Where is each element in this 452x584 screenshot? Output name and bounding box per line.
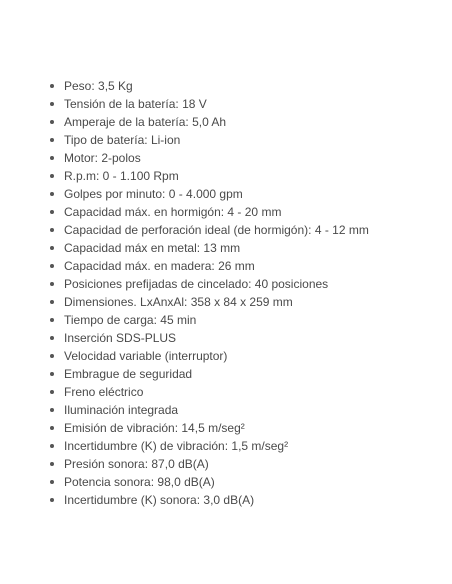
spec-item-rpm — [50, 167, 369, 185]
spec-item-integrated-light — [50, 401, 369, 419]
spec-item-battery-voltage — [50, 95, 369, 113]
spec-list — [50, 77, 369, 509]
spec-item-electric-brake — [50, 383, 369, 401]
spec-item-chisel-positions — [50, 275, 369, 293]
spec-text: Tensión de la batería: 18 V — [64, 97, 207, 111]
bullet-icon — [50, 210, 54, 214]
spec-text: Capacidad máx. en madera: 26 mm — [64, 259, 255, 273]
spec-item-metal-capacity — [50, 239, 369, 257]
bullet-icon — [50, 498, 54, 502]
spec-text: Motor: 2-polos — [64, 151, 141, 165]
spec-item-sound-pressure — [50, 455, 369, 473]
spec-item-variable-speed — [50, 347, 369, 365]
spec-item-ideal-drilling-capacity — [50, 221, 369, 239]
spec-text: Incertidumbre (K) sonora: 3,0 dB(A) — [64, 493, 255, 507]
bullet-icon — [50, 192, 54, 196]
spec-item-charge-time — [50, 311, 369, 329]
bullet-icon — [50, 390, 54, 394]
bullet-icon — [50, 480, 54, 484]
spec-text: Iluminación integrada — [64, 403, 179, 417]
bullet-icon — [50, 102, 54, 106]
spec-item-vibration-emission — [50, 419, 369, 437]
bullet-icon — [50, 228, 54, 232]
bullet-icon — [50, 174, 54, 178]
spec-text: Tiempo de carga: 45 min — [64, 313, 197, 327]
bullet-icon — [50, 354, 54, 358]
spec-text: Emisión de vibración: 14,5 m/seg² — [64, 421, 245, 435]
bullet-icon — [50, 156, 54, 160]
bullet-icon — [50, 138, 54, 142]
bullet-icon — [50, 120, 54, 124]
spec-text: Tipo de batería: Li-ion — [64, 133, 181, 147]
spec-text: Capacidad máx. en hormigón: 4 - 20 mm — [64, 205, 282, 219]
spec-text: Capacidad máx en metal: 13 mm — [64, 241, 241, 255]
spec-text: R.p.m: 0 - 1.100 Rpm — [64, 169, 179, 183]
spec-item-sound-uncertainty — [50, 491, 369, 509]
bullet-icon — [50, 264, 54, 268]
spec-item-vibration-uncertainty — [50, 437, 369, 455]
bullet-icon — [50, 444, 54, 448]
bullet-icon — [50, 300, 54, 304]
bullet-icon — [50, 246, 54, 250]
spec-item-motor — [50, 149, 369, 167]
bullet-icon — [50, 84, 54, 88]
spec-text: Capacidad de perforación ideal (de hormigón): 4 - 12 mm — [64, 223, 369, 237]
spec-text: Embrague de seguridad — [64, 367, 193, 381]
spec-item-safety-clutch — [50, 365, 369, 383]
spec-text: Peso: 3,5 Kg — [64, 79, 133, 93]
spec-item-battery-amperage — [50, 113, 369, 131]
spec-item-blows-per-minute — [50, 185, 369, 203]
bullet-icon — [50, 462, 54, 466]
spec-text: Posiciones prefijadas de cincelado: 40 posiciones — [64, 277, 329, 291]
spec-text: Golpes por minuto: 0 - 4.000 gpm — [64, 187, 243, 201]
spec-item-weight — [50, 77, 369, 95]
spec-item-dimensions — [50, 293, 369, 311]
spec-text: Presión sonora: 87,0 dB(A) — [64, 457, 209, 471]
spec-text: Amperaje de la batería: 5,0 Ah — [64, 115, 227, 129]
spec-text: Inserción SDS-PLUS — [64, 331, 177, 345]
bullet-icon — [50, 408, 54, 412]
spec-text: Incertidumbre (K) de vibración: 1,5 m/seg² — [64, 439, 289, 453]
spec-item-wood-capacity — [50, 257, 369, 275]
bullet-icon — [50, 426, 54, 430]
spec-item-concrete-capacity — [50, 203, 369, 221]
spec-text: Freno eléctrico — [64, 385, 144, 399]
spec-text: Potencia sonora: 98,0 dB(A) — [64, 475, 215, 489]
bullet-icon — [50, 318, 54, 322]
spec-item-sound-power — [50, 473, 369, 491]
spec-item-sds-plus — [50, 329, 369, 347]
spec-text: Dimensiones. LxAnxAl: 358 x 84 x 259 mm — [64, 295, 293, 309]
bullet-icon — [50, 282, 54, 286]
bullet-icon — [50, 372, 54, 376]
bullet-icon — [50, 336, 54, 340]
spec-item-battery-type — [50, 131, 369, 149]
spec-text: Velocidad variable (interruptor) — [64, 349, 228, 363]
